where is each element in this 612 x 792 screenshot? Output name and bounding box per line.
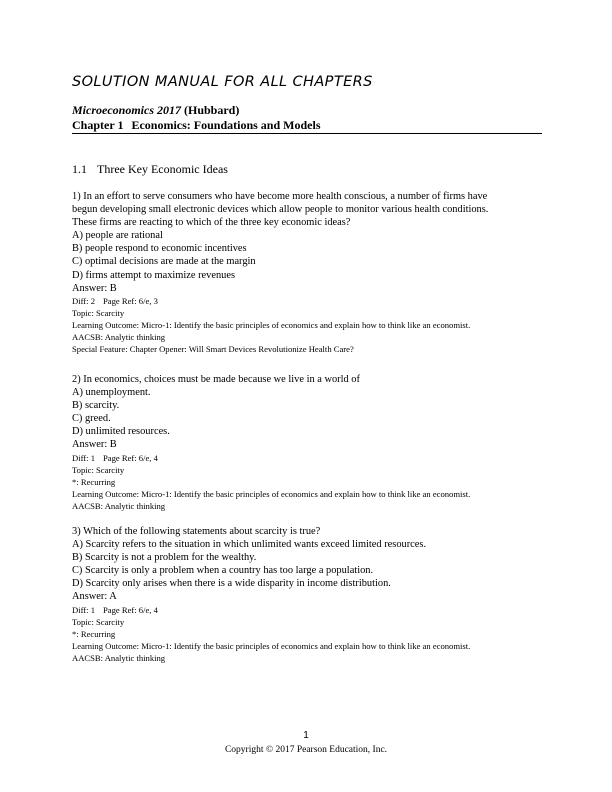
book-title-author: (Hubbard) [181,103,240,117]
option-b: B) people respond to economic incentives [72,243,247,255]
option-d: D) unlimited resources. [72,426,170,438]
answer: Answer: A [72,591,117,603]
question-2 [72,373,542,512]
option-a: A) Scarcity refers to the situation in which unlimited wants exceed limited resources. [72,539,427,551]
aacsb: AACSB: Analytic thinking [72,332,166,343]
difficulty: Diff: 1 [72,604,95,615]
answer: Answer: B [72,282,117,294]
difficulty-pageref [72,604,542,616]
option-a: A) unemployment. [72,387,151,399]
topic: Topic: Scarcity [72,616,125,627]
difficulty-pageref [72,452,542,464]
recurring: *: Recurring [72,476,116,487]
recurring: *: Recurring [72,628,116,639]
section-title: Three Key Economic Ideas [97,162,228,176]
section-heading [72,162,228,177]
question-text: 2) In economics, choices must be made because we live in a world of [72,374,360,385]
aacsb: AACSB: Analytic thinking [72,500,166,511]
option-d: D) firms attempt to maximize revenues [72,269,236,281]
page-ref: Page Ref: 6/e, 4 [103,604,158,615]
option-d: D) Scarcity only arises when there is a wide disparity in income distribution. [72,578,391,590]
learning-outcome: Learning Outcome: Micro-1: Identify the basic principles of economics and explain how to think like an economist. [72,488,471,499]
copyright-notice: Copyright © 2017 Pearson Education, Inc. [224,745,388,755]
special-feature: Special Feature: Chapter Opener: Will Smart Devices Revolutionize Health Care? [72,344,354,355]
option-a: A) people are rational [72,230,163,242]
page-number: 1 [303,730,309,741]
topic: Topic: Scarcity [72,307,125,318]
difficulty: Diff: 1 [72,452,95,463]
difficulty-pageref [72,295,542,307]
option-c: C) optimal decisions are made at the margin [72,256,256,268]
question-text: begun developing small electronic devices which allow people to monitor various health conditions. [72,204,489,216]
question-1 [72,190,542,355]
chapter-number: Chapter 1 [72,118,124,132]
section-number: 1.1 [72,162,87,176]
question-text: 3) Which of the following statements about scarcity is true? [72,526,321,537]
option-b: B) scarcity. [72,400,120,412]
option-c: C) Scarcity is only a problem when a country has too large a population. [72,565,374,577]
question-text: These firms are reacting to which of the three key economic ideas? [72,217,351,229]
chapter-title: Economics: Foundations and Models [131,118,321,132]
document-page [72,0,542,792]
question-text: 1) In an effort to serve consumers who have become more health conscious, a number of firms have [72,191,488,202]
chapter-heading [72,118,320,133]
learning-outcome: Learning Outcome: Micro-1: Identify the basic principles of economics and explain how to think like an economist. [72,640,471,651]
aacsb: AACSB: Analytic thinking [72,652,166,663]
learning-outcome: Learning Outcome: Micro-1: Identify the basic principles of economics and explain how to think like an economist. [72,319,471,330]
header-rule [72,133,542,134]
solution-manual-banner: SOLUTION MANUAL FOR ALL CHAPTERS [72,74,373,90]
page-ref: Page Ref: 6/e, 4 [103,452,158,463]
book-title-name: Microeconomics 2017 [72,103,181,117]
topic: Topic: Scarcity [72,464,125,475]
option-b: B) Scarcity is not a problem for the wealthy. [72,552,257,564]
page-ref: Page Ref: 6/e, 3 [103,295,158,306]
book-title [72,103,239,118]
answer: Answer: B [72,439,117,451]
option-c: C) greed. [72,413,111,425]
difficulty: Diff: 2 [72,295,95,306]
question-3 [72,525,542,664]
